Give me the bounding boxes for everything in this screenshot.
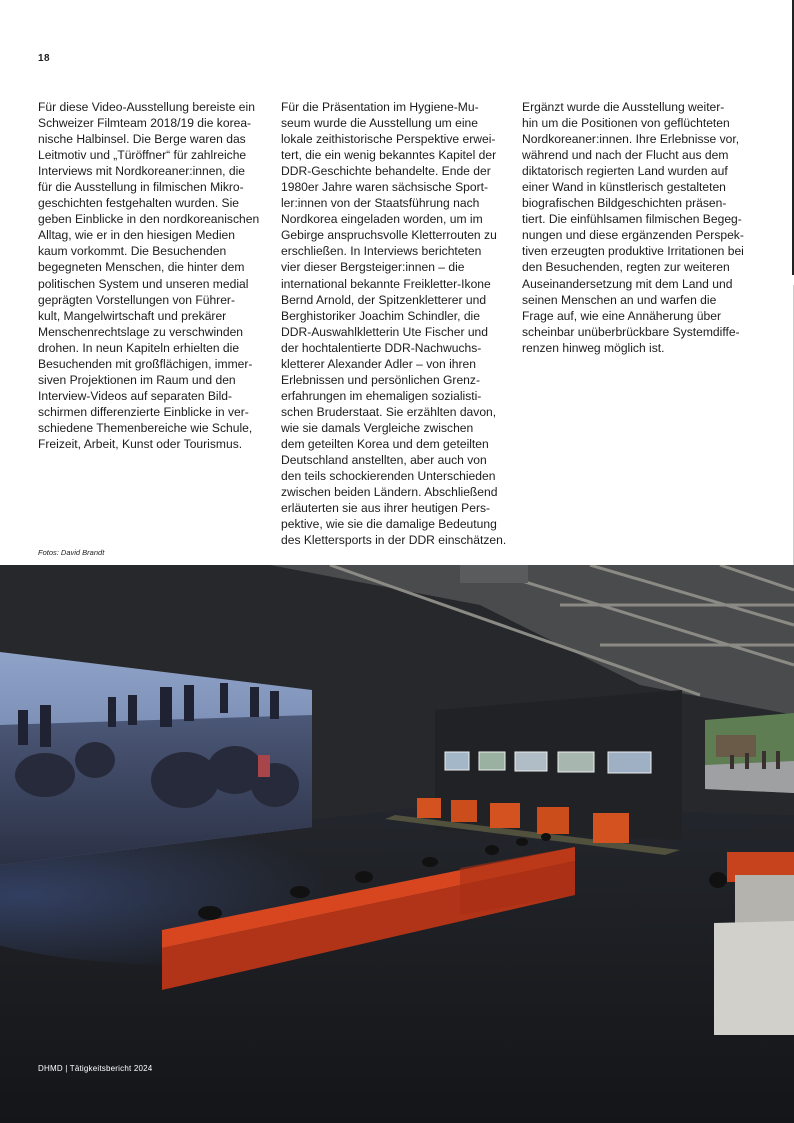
paragraph-3: Ergänzt wurde die Ausstellung weiter- hin um die Positionen von geflüchteten Nordkoreaner:innen. Ihre Erlebnisse vor, während und nach der Flucht aus dem diktatorisch regierten Land wurden auf einer Wand in künstlerisch gestalteten biografischen Bildgeschichten präsen- tiert. Die einfühlsamen filmischen Begeg- nungen und diese ergänzenden Perspek- tiven erzeugten produktive Irritationen bei den Besuchenden, regten zur weiteren Auseinandersetzung mit dem Land und seinen Menschen an und warfen die Frage auf, wie eine Annäherung über scheinbar unüberbrückbare Systemdiffe- renzen hinweg möglich ist. bbox=[522, 100, 744, 355]
paragraph-1: Für diese Video-Ausstellung bereiste ein Schweizer Filmteam 2018/19 die korea- nische Halbinsel. Die Berge waren das Leitmotiv und „Türöffner“ für zahlreiche Interviews mit Nordkoreaner:innen, die für die Ausstellung in filmischen Mikro- geschichten festgehalten wurden. Sie geben Einblicke in den nordkoreanischen Alltag, wie er in den hiesigen Medien kaum vorkommt. Die Besuchenden begegneten Menschen, die hinter dem politischen System und unseren medial geprägten Vorstellungen von Führer- kult, Mangelwirtschaft und prekärer Menschenrechtslage zu verschwinden drohen. In neun Kapiteln erhielten die Besuchenden mit großflächigen, immer- siven Projektionen im Raum und den Interview-Videos auf separaten Bild- schirmen differenzierte Einblicke in ver- schiedene Themenbereiche wie Schule, Freizeit, Arbeit, Kunst oder Tourismus. bbox=[38, 100, 260, 451]
footer-label: DHMD | Tätigkeitsbericht 2024 bbox=[38, 1064, 153, 1073]
text-column-2 bbox=[281, 99, 509, 548]
text-column-3 bbox=[522, 99, 758, 356]
right-projection-screen bbox=[705, 713, 794, 793]
text-column-1 bbox=[38, 99, 270, 452]
photo-credit: Fotos: David Brandt bbox=[38, 548, 105, 557]
paragraph-2: Für die Präsentation im Hygiene-Mu- seum wurde die Ausstellung um eine lokale zeithistorische Perspektive erwei- tert, die ein wenig bekanntes Kapitel der DDR-Geschichte behandelte. Ende der 1980er Jahre waren sächsische Sport- ler:innen von der Staatsführung nach Nordkorea eingeladen worden, um im Gebirge anspruchsvolle Kletterrouten zu erschließen. In Interviews berichteten vier dieser Bergsteiger:innen – die international bekannte Freikletter-Ikone Bernd Arnold, der Spitzenkletterer und Berghistoriker Joachim Schindler, die DDR-Auswahlkletterin Ute Fischer und der hochtalentierte DDR-Nachwuchs- kletterer Alexander Adler – von ihren Erlebnissen und persönlichen Grenz- erfahrungen im ehemaligen sozialisti- schen Bruderstaat. Sie erzählten davon, wie sie damals Vergleiche zwischen dem geteilten Korea und dem geteilten Deutschland anstellten, aber auch von den teils schockierenden Unterschieden zwischen beiden Ländern. Abschließend erläuterten sie aus ihrer heutigen Pers- pektive, wie sie die damalige Bedeutung des Klettersports in der DDR einschätzen. bbox=[281, 100, 507, 548]
exhibition-photo bbox=[0, 565, 794, 1123]
page-number: 18 bbox=[38, 53, 51, 64]
